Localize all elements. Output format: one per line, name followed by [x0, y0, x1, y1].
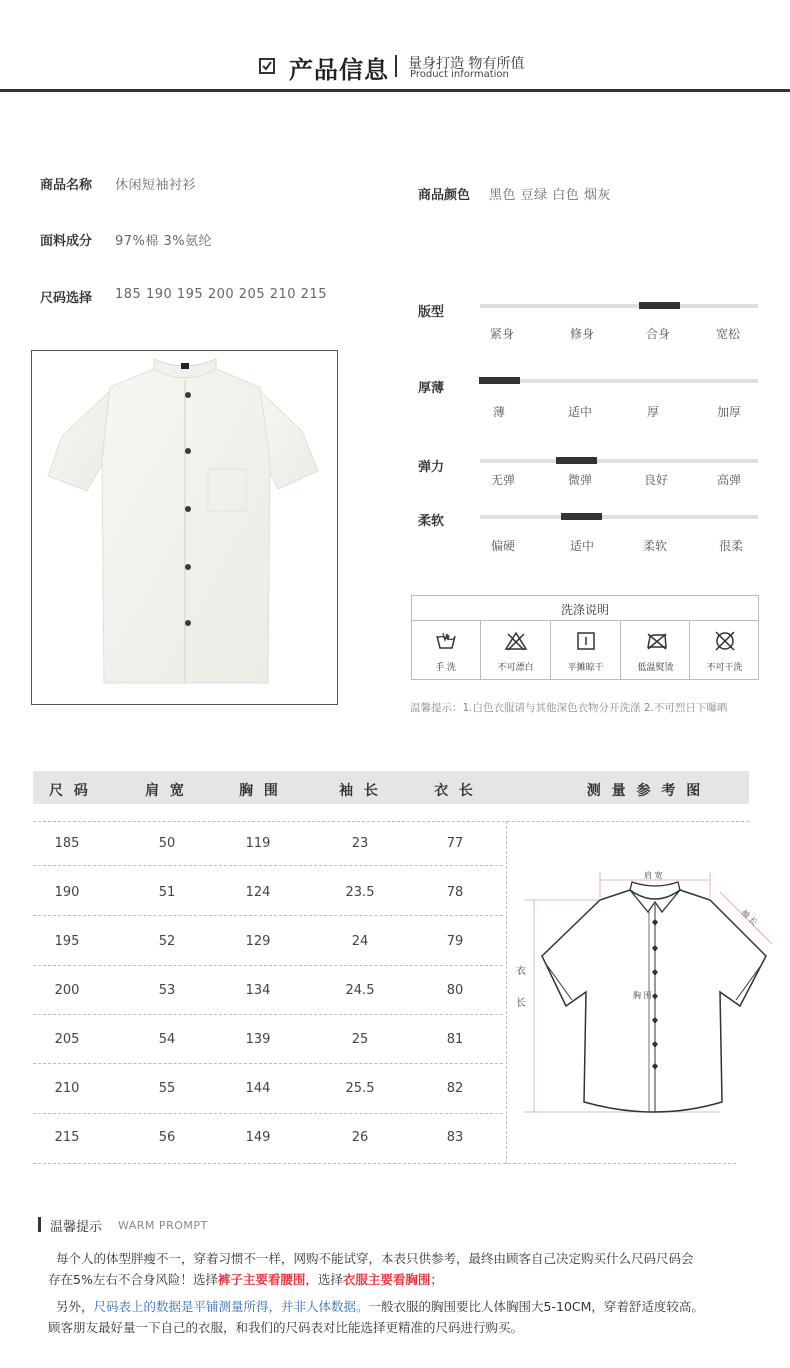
prompt-text: 存在5%左右不合身风险！选择: [48, 1272, 218, 1287]
table-cell: 185: [54, 836, 80, 851]
scale-label-fit: 版型: [418, 305, 445, 320]
scale-option: 合身: [645, 327, 670, 341]
scale-marker-fit: [639, 302, 680, 309]
table-cell: 80: [446, 983, 464, 998]
table-cell: 129: [245, 934, 271, 949]
th-reference: 测 量 参 考 图: [586, 783, 704, 799]
scale-option: 宽松: [715, 327, 740, 341]
table-cell: 23: [351, 836, 369, 851]
th-sleeve: 袖 长: [339, 783, 381, 799]
diagram-label-shoulder: 肩 宽: [644, 871, 663, 880]
product-photo: [31, 350, 338, 705]
table-bottom-line: [33, 1163, 736, 1164]
table-cell: 205: [54, 1032, 80, 1047]
table-cell: 83: [446, 1130, 464, 1145]
th-size: 尺 码: [49, 783, 91, 799]
wash-label: 手 洗: [435, 663, 456, 673]
no-bleach-icon: [504, 631, 528, 655]
wash-label: 不可漂白: [497, 663, 534, 673]
table-cell: 81: [446, 1032, 464, 1047]
table-cell: 25.5: [345, 1081, 375, 1096]
name-label: 商品名称: [40, 178, 93, 193]
wash-title: 洗涤说明: [560, 603, 609, 617]
scale-marker-elasticity: [556, 457, 597, 464]
wash-label: 低温熨烫: [637, 663, 674, 673]
dry-flat-icon: [576, 631, 596, 655]
scale-option: 加厚: [716, 405, 741, 419]
scale-option: 柔软: [642, 539, 667, 553]
table-cell: 200: [54, 983, 80, 998]
scale-label-softness: 柔软: [418, 514, 445, 529]
fabric-label: 面料成分: [40, 234, 93, 249]
checkbox-icon: [259, 58, 275, 74]
table-cell: 78: [446, 885, 464, 900]
scale-marker-softness: [561, 513, 602, 520]
row-divider: [33, 915, 503, 916]
scale-option: 适中: [569, 539, 594, 553]
scale-option: 无弹: [490, 473, 515, 487]
wash-divider: [411, 620, 759, 621]
no-dry-clean-icon: [713, 630, 737, 656]
color-value: 黑色 豆绿 白色 烟灰: [489, 188, 611, 203]
header-rule: [0, 89, 790, 92]
table-cell: 195: [54, 934, 80, 949]
hand-wash-icon: [435, 630, 457, 654]
scale-option: 微弹: [567, 473, 592, 487]
table-cell: 24: [351, 934, 369, 949]
row-divider: [33, 865, 503, 866]
table-cell: 52: [158, 934, 176, 949]
prompt-paragraph-1b: [48, 1269, 748, 1290]
table-cell: 139: [245, 1032, 271, 1047]
fabric-value: 97%棉 3%氨纶: [115, 234, 213, 249]
scale-option: 偏硬: [490, 539, 515, 553]
row-divider: [33, 1014, 503, 1015]
prompt-text: 另外，: [56, 1299, 94, 1314]
wash-label: 平摊晾干: [567, 663, 604, 673]
th-length: 衣 长: [434, 783, 476, 799]
wash-tip: 温馨提示：1.白色衣服请与其他深色衣物分开洗涤 2.不可烈日下曝晒: [410, 702, 728, 714]
row-divider: [33, 965, 503, 966]
prompt-text: ，选择: [305, 1272, 343, 1287]
table-cell: 25: [351, 1032, 369, 1047]
table-cell: 215: [54, 1130, 80, 1145]
table-cell: 134: [245, 983, 271, 998]
table-cell: 119: [245, 836, 271, 851]
wash-label: 不可干洗: [706, 663, 743, 673]
table-cell: 51: [158, 885, 176, 900]
name-value: 休闲短袖衬衫: [115, 178, 197, 193]
title-divider: [395, 55, 397, 77]
scale-marker-thickness: [479, 377, 520, 384]
table-cell: 24.5: [345, 983, 375, 998]
table-cell: 26: [351, 1130, 369, 1145]
scale-option: 适中: [567, 405, 592, 419]
table-cell: 53: [158, 983, 176, 998]
diagram-label-length: 衣: [516, 966, 526, 977]
row-divider: [33, 1063, 503, 1064]
table-cell: 82: [446, 1081, 464, 1096]
scale-track-elasticity: [480, 459, 758, 463]
table-divider: [506, 821, 507, 1164]
scale-option: 紧身: [489, 327, 514, 341]
scale-label-elasticity: 弹力: [418, 460, 445, 475]
th-shoulder: 肩 宽: [145, 783, 187, 799]
scale-option: 修身: [569, 327, 594, 341]
table-cell: 56: [158, 1130, 176, 1145]
prompt-title-en: WARM PROMPT: [118, 1219, 208, 1232]
low-iron-icon: [645, 631, 669, 655]
diagram-label-sleeve: 袖 长: [739, 907, 760, 928]
table-cell: 23.5: [345, 885, 375, 900]
table-cell: 149: [245, 1130, 271, 1145]
page-subtitle-en: Product information: [410, 69, 509, 80]
page-title: 产品信息: [289, 56, 389, 84]
row-divider: [33, 1113, 503, 1114]
scale-track-softness: [480, 515, 758, 519]
page-subtitle: 量身打造 物有所值: [408, 56, 525, 72]
scale-option: 高弹: [716, 473, 741, 487]
color-label: 商品颜色: [418, 188, 471, 203]
diagram-label-length: 长: [516, 998, 526, 1009]
prompt-text: 一般衣服的胸围要比人体胸围大5-10CM，穿着舒适度较高。: [368, 1299, 704, 1314]
prompt-paragraph-2b: 顾客朋友最好量一下自己的衣服，和我们的尺码表对比能选择更精准的尺码进行购买。: [48, 1320, 524, 1335]
table-cell: 190: [54, 885, 80, 900]
table-cell: 124: [245, 885, 271, 900]
table-cell: 144: [245, 1081, 271, 1096]
scale-option: 厚: [646, 405, 659, 419]
table-cell: 210: [54, 1081, 80, 1096]
th-chest: 胸 围: [239, 783, 281, 799]
prompt-accent-bar: [38, 1217, 41, 1232]
scale-option: 很柔: [718, 539, 743, 553]
table-top-line: [33, 821, 749, 822]
scale-option: 良好: [643, 473, 668, 487]
table-cell: 55: [158, 1081, 176, 1096]
prompt-highlight-clothes: 衣服主要看胸围: [342, 1272, 431, 1287]
diagram-label-chest: 胸 围: [633, 991, 652, 1000]
table-cell: 54: [158, 1032, 176, 1047]
table-cell: 77: [446, 836, 464, 851]
prompt-paragraph-1a: 每个人的体型胖瘦不一，穿着习惯不一样，网购不能试穿，本表只供参考，最终由顾客自己决定购买什么尺码尺码会: [56, 1251, 694, 1266]
prompt-title: 温馨提示: [50, 1220, 103, 1235]
scale-track-thickness: [480, 379, 758, 383]
prompt-text: ；: [430, 1272, 443, 1287]
prompt-highlight-data: 尺码表上的数据是平铺测量所得，并非人体数据。: [93, 1299, 369, 1314]
scale-track-fit: [480, 304, 758, 308]
scale-option: 薄: [492, 405, 505, 419]
prompt-highlight-pants: 裤子主要看腰围: [217, 1272, 306, 1287]
prompt-paragraph-2a: [56, 1296, 756, 1317]
scale-label-thickness: 厚薄: [418, 381, 445, 396]
table-cell: 79: [446, 934, 464, 949]
size-value: 185 190 195 200 205 210 215: [115, 287, 327, 302]
table-cell: 50: [158, 836, 176, 851]
size-label: 尺码选择: [40, 291, 93, 306]
